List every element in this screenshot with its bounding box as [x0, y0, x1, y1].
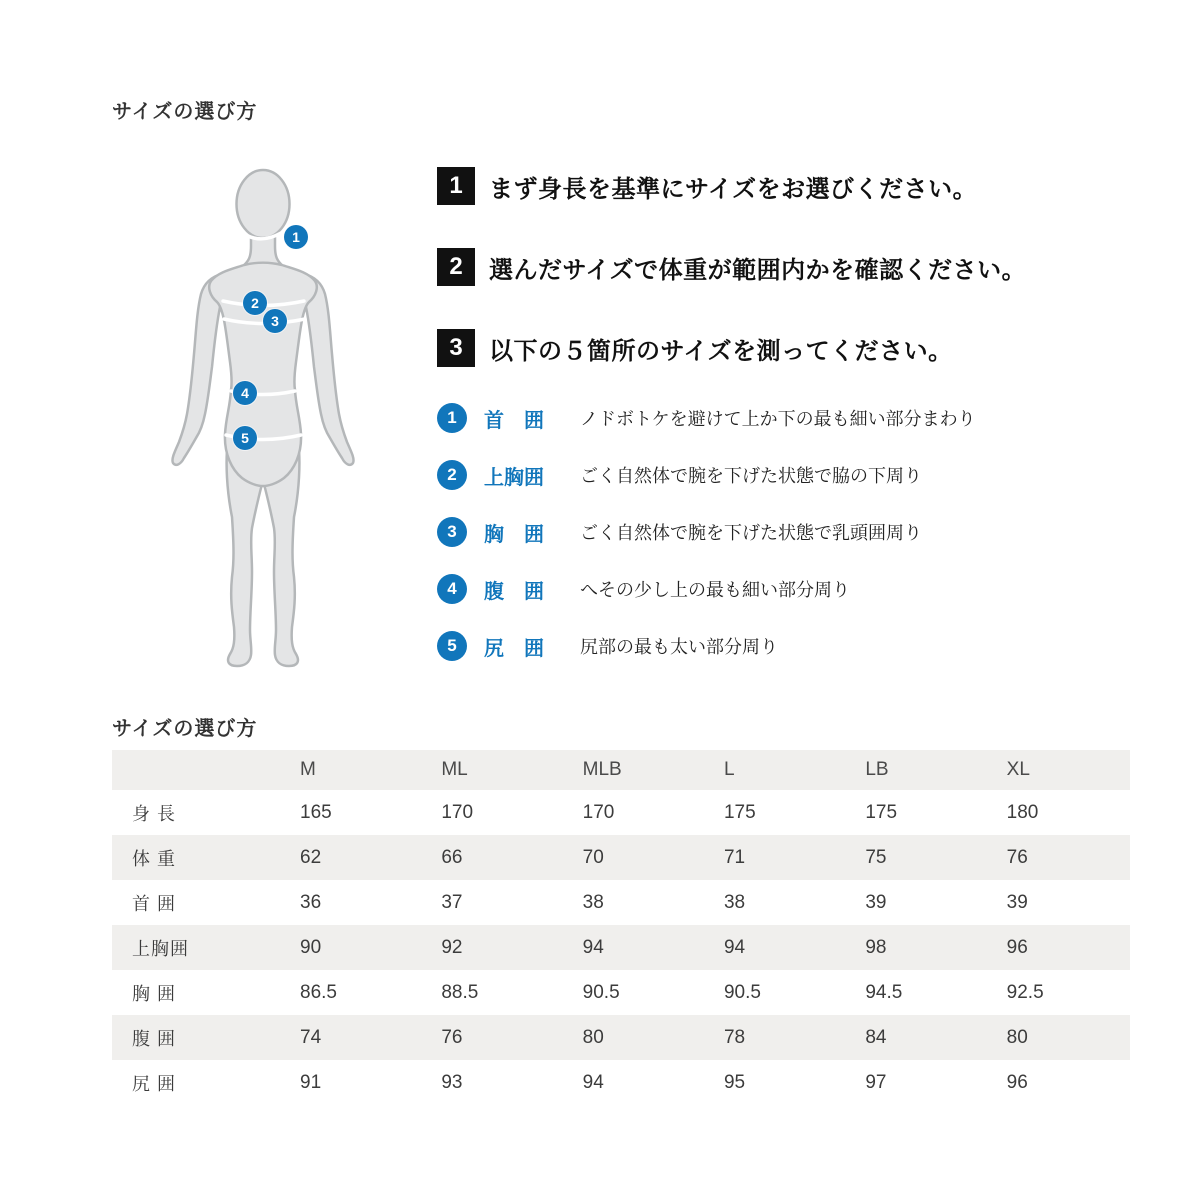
measurement-5-badge: 5: [437, 631, 467, 661]
right-arm-shape: [303, 274, 353, 465]
cell-value: 88.5: [441, 981, 479, 1003]
step-3: [437, 328, 953, 368]
cell-value: 91: [300, 1071, 322, 1093]
table-row-hip: [112, 1060, 1130, 1105]
column-header-mlb: MLB: [582, 759, 622, 780]
cell-value: 93: [441, 1071, 463, 1093]
measurement-4-description: へその少し上の最も細い部分周り: [580, 580, 850, 600]
cell-value: 76: [1006, 846, 1028, 868]
cell-value: 90.5: [582, 981, 620, 1003]
cell-value: 76: [441, 1026, 463, 1048]
row-label: 胸 囲: [132, 983, 177, 1004]
size-table: [112, 750, 1130, 1105]
cell-value: 66: [441, 846, 463, 868]
cell-value: 170: [582, 801, 615, 823]
cell-value: 94: [582, 1071, 604, 1093]
cell-value: 92.5: [1006, 981, 1044, 1003]
size-table-header-row: [112, 750, 1130, 790]
body-marker-2: 2: [243, 291, 267, 315]
cell-value: 97: [865, 1071, 887, 1093]
measurement-4-badge: 4: [437, 574, 467, 604]
body-measurement-diagram: [160, 162, 370, 672]
cell-value: 80: [1006, 1026, 1028, 1048]
measurement-item-hip: [437, 630, 778, 662]
cell-value: 175: [723, 801, 756, 823]
cell-value: 96: [1006, 1071, 1028, 1093]
step-3-text: 以下の５箇所のサイズを測ってください。: [489, 337, 953, 365]
cell-value: 38: [582, 891, 604, 913]
column-header-lb: LB: [865, 759, 889, 780]
cell-value: 62: [300, 846, 322, 868]
measurement-item-waist: [437, 573, 850, 605]
step-1-text: まず身長を基準にサイズをお選びください。: [489, 175, 978, 203]
measurement-item-upper-chest: [437, 459, 922, 491]
cell-value: 36: [300, 891, 322, 913]
cell-value: 90.5: [723, 981, 761, 1003]
cell-value: 175: [865, 801, 898, 823]
row-label: 上胸囲: [132, 938, 189, 959]
table-row-neck: [112, 880, 1130, 925]
cell-value: 170: [441, 801, 474, 823]
measurement-item-chest: [437, 516, 922, 548]
cell-value: 94: [723, 936, 746, 958]
step-2-text: 選んだサイズで体重が範囲内かを確認ください。: [489, 256, 1027, 284]
body-marker-5: 5: [233, 426, 257, 450]
measurement-4-label: 腹 囲: [484, 580, 544, 603]
measurement-1-badge: 1: [437, 403, 467, 433]
measurement-3-description: ごく自然体で腕を下げた状態で乳頭囲周り: [580, 523, 922, 543]
body-marker-1: 1: [284, 225, 308, 249]
cell-value: 90: [300, 936, 322, 958]
row-label: 尻 囲: [132, 1073, 177, 1094]
cell-value: 70: [582, 846, 604, 868]
column-header-m: M: [300, 759, 316, 780]
cell-value: 84: [865, 1026, 887, 1048]
table-row-belly: [112, 1015, 1130, 1060]
step-3-number-badge: 3: [437, 329, 475, 367]
table-row-upper-chest: [112, 925, 1130, 970]
measurement-1-description: ノドボトケを避けて上か下の最も細い部分まわり: [580, 409, 976, 429]
row-label: 首 囲: [132, 893, 177, 914]
body-silhouette: [160, 162, 370, 672]
cell-value: 75: [865, 846, 887, 868]
row-label: 体 重: [132, 848, 177, 869]
cell-value: 98: [865, 936, 887, 958]
table-section-title: サイズの選び方: [112, 718, 258, 740]
cell-value: 78: [723, 1026, 746, 1048]
measurement-5-label: 尻 囲: [484, 637, 544, 660]
measurement-item-neck: [437, 402, 976, 434]
cell-value: 92: [441, 936, 463, 958]
measurement-3-label: 胸 囲: [484, 523, 544, 546]
cell-value: 94: [582, 936, 604, 958]
measurement-2-label: 上胸囲: [484, 466, 544, 489]
measurement-1-label: 首 囲: [484, 409, 544, 432]
measurement-2-badge: 2: [437, 460, 467, 490]
table-row-weight: [112, 835, 1130, 880]
column-header-l: L: [723, 759, 735, 780]
body-marker-4: 4: [233, 381, 257, 405]
measurement-5-description: 尻部の最も太い部分周り: [580, 637, 778, 657]
measurement-2-description: ごく自然体で腕を下げた状態で脇の下周り: [580, 466, 922, 486]
step-1-number-badge: 1: [437, 167, 475, 205]
cell-value: 180: [1006, 801, 1039, 823]
cell-value: 37: [441, 891, 463, 913]
row-label: 身 長: [132, 803, 177, 824]
measurement-3-badge: 3: [437, 517, 467, 547]
cell-value: 38: [723, 891, 746, 913]
guide-section-title: サイズの選び方: [112, 101, 258, 123]
step-2-number-badge: 2: [437, 248, 475, 286]
cell-value: 39: [1006, 891, 1028, 913]
step-1: [437, 166, 977, 206]
cell-value: 86.5: [300, 981, 337, 1003]
cell-value: 95: [723, 1071, 746, 1093]
table-row-chest: [112, 970, 1130, 1015]
column-header-xl: XL: [1006, 759, 1030, 780]
column-header-ml: ML: [441, 759, 468, 780]
cell-value: 74: [300, 1026, 322, 1048]
head-shape: [237, 170, 290, 238]
table-row-height: [112, 790, 1130, 835]
cell-value: 71: [723, 846, 746, 868]
row-label: 腹 囲: [132, 1028, 177, 1049]
cell-value: 165: [300, 801, 332, 823]
cell-value: 39: [865, 891, 887, 913]
body-marker-3: 3: [263, 309, 287, 333]
left-arm-shape: [172, 274, 222, 465]
cell-value: 94.5: [865, 981, 903, 1003]
cell-value: 80: [582, 1026, 604, 1048]
step-2: [437, 247, 1026, 287]
cell-value: 96: [1006, 936, 1028, 958]
